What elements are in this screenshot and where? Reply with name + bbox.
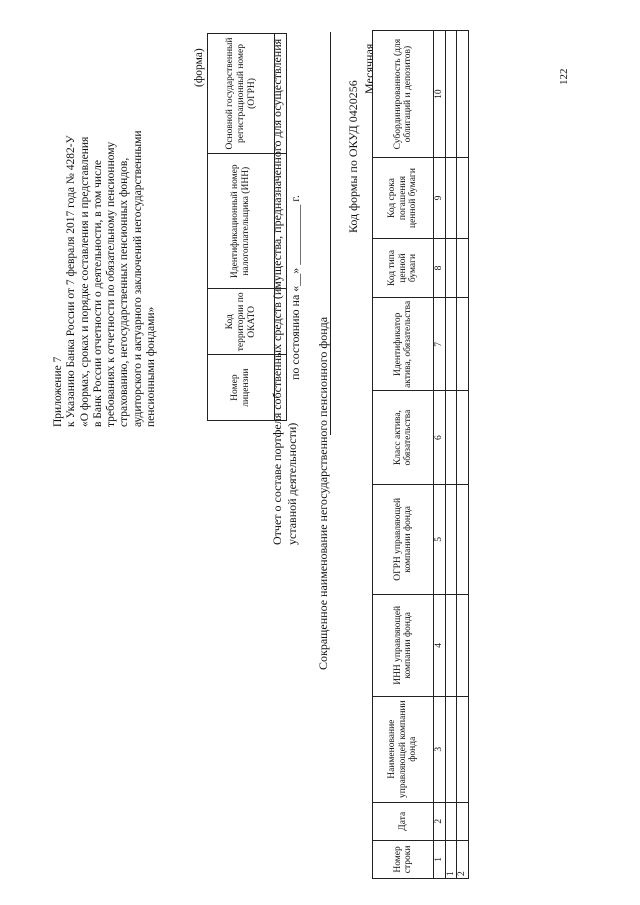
column-number: 3 xyxy=(434,696,446,802)
col-header: Субординированность (для облигаций и депозитов) xyxy=(373,31,434,158)
okud-code: Код формы по ОКУД 0420256 xyxy=(346,80,360,233)
column-number: 4 xyxy=(434,594,446,696)
appendix-line: Приложение 7 xyxy=(52,356,64,427)
col-header: Идентификатор актива, обязательства xyxy=(373,298,434,391)
column-number: 5 xyxy=(434,484,446,594)
table-cell xyxy=(457,298,469,391)
table-cell xyxy=(445,696,457,802)
row-number: 1 xyxy=(445,840,457,878)
fund-name-underline xyxy=(330,32,331,435)
appendix-line: «О формах, сроках и порядке составления и представления xyxy=(78,136,91,427)
column-number: 8 xyxy=(434,238,446,297)
inn-header: Идентификационный номер налогоплательщика (ИНН) xyxy=(208,154,275,289)
appendix-line: пенсионными фондами» xyxy=(145,306,158,427)
license-number-header: Номер лицензии xyxy=(208,355,275,421)
table-cell xyxy=(457,158,469,239)
page-number: 122 xyxy=(558,68,570,85)
col-header: Номер строки xyxy=(373,840,434,878)
periodicity: Месячная xyxy=(362,43,376,94)
okato-code-header: Код территории по ОКАТО xyxy=(208,289,275,355)
table-cell xyxy=(457,484,469,594)
col-header: Код срока погашения ценной бумаги xyxy=(373,158,434,239)
table-cell xyxy=(457,391,469,484)
as-of-date: по состоянию на «__» __________ г. xyxy=(288,195,302,380)
table-cell xyxy=(457,802,469,840)
row-number: 2 xyxy=(457,840,469,878)
table-cell xyxy=(445,158,457,239)
table-row xyxy=(457,31,469,879)
col-header: ИНН управляющей компании фонда xyxy=(373,594,434,696)
appendix-header xyxy=(52,35,158,427)
col-header: Наименование управляющей компании фонда xyxy=(373,696,434,802)
column-number: 7 xyxy=(434,298,446,391)
table-cell xyxy=(457,31,469,158)
table-cell xyxy=(445,594,457,696)
appendix-line: аудиторского и актуарного заключений негосударственными xyxy=(131,130,144,427)
appendix-line: страхованию, негосударственных пенсионных фондов, xyxy=(118,157,131,427)
appendix-line: требованиях к отчетности по обязательному пенсионному xyxy=(105,141,118,427)
table-cell xyxy=(457,238,469,297)
report-title: Отчет о составе портфеля собственных средств (имущества, предназначенного для осуществления уставной деятельности) xyxy=(270,38,299,545)
column-number: 6 xyxy=(434,391,446,484)
table-cell xyxy=(445,31,457,158)
col-header: Дата xyxy=(373,802,434,840)
column-number: 1 xyxy=(434,840,446,878)
portfolio-table xyxy=(372,30,469,879)
col-header: ОГРН управляющей компании фонда xyxy=(373,484,434,594)
table-row xyxy=(445,31,457,879)
table-cell xyxy=(445,298,457,391)
identifiers-header-row xyxy=(208,34,275,421)
table-cell xyxy=(445,391,457,484)
col-header: Класс актива, обязательства xyxy=(373,391,434,484)
table-cell xyxy=(445,484,457,594)
portfolio-header-row xyxy=(373,31,434,879)
fund-name-label: Сокращенное наименование негосударственного пенсионного фонда xyxy=(316,316,330,670)
form-label: (форма) xyxy=(193,48,205,87)
column-number: 2 xyxy=(434,802,446,840)
column-number: 9 xyxy=(434,158,446,239)
table-cell xyxy=(445,802,457,840)
ogrn-header: Основной государственный регистрационный номер (ОГРН) xyxy=(208,34,275,154)
appendix-line: к Указанию Банка России от 7 февраля 2017 года № 4282-У xyxy=(65,135,78,427)
table-cell xyxy=(445,238,457,297)
appendix-line: в Банк России отчетности о деятельности, в том числе xyxy=(91,159,104,427)
column-number-row xyxy=(434,31,446,879)
col-header: Код типа ценной бумаги xyxy=(373,238,434,297)
table-cell xyxy=(457,696,469,802)
column-number: 10 xyxy=(434,31,446,158)
table-cell xyxy=(457,594,469,696)
